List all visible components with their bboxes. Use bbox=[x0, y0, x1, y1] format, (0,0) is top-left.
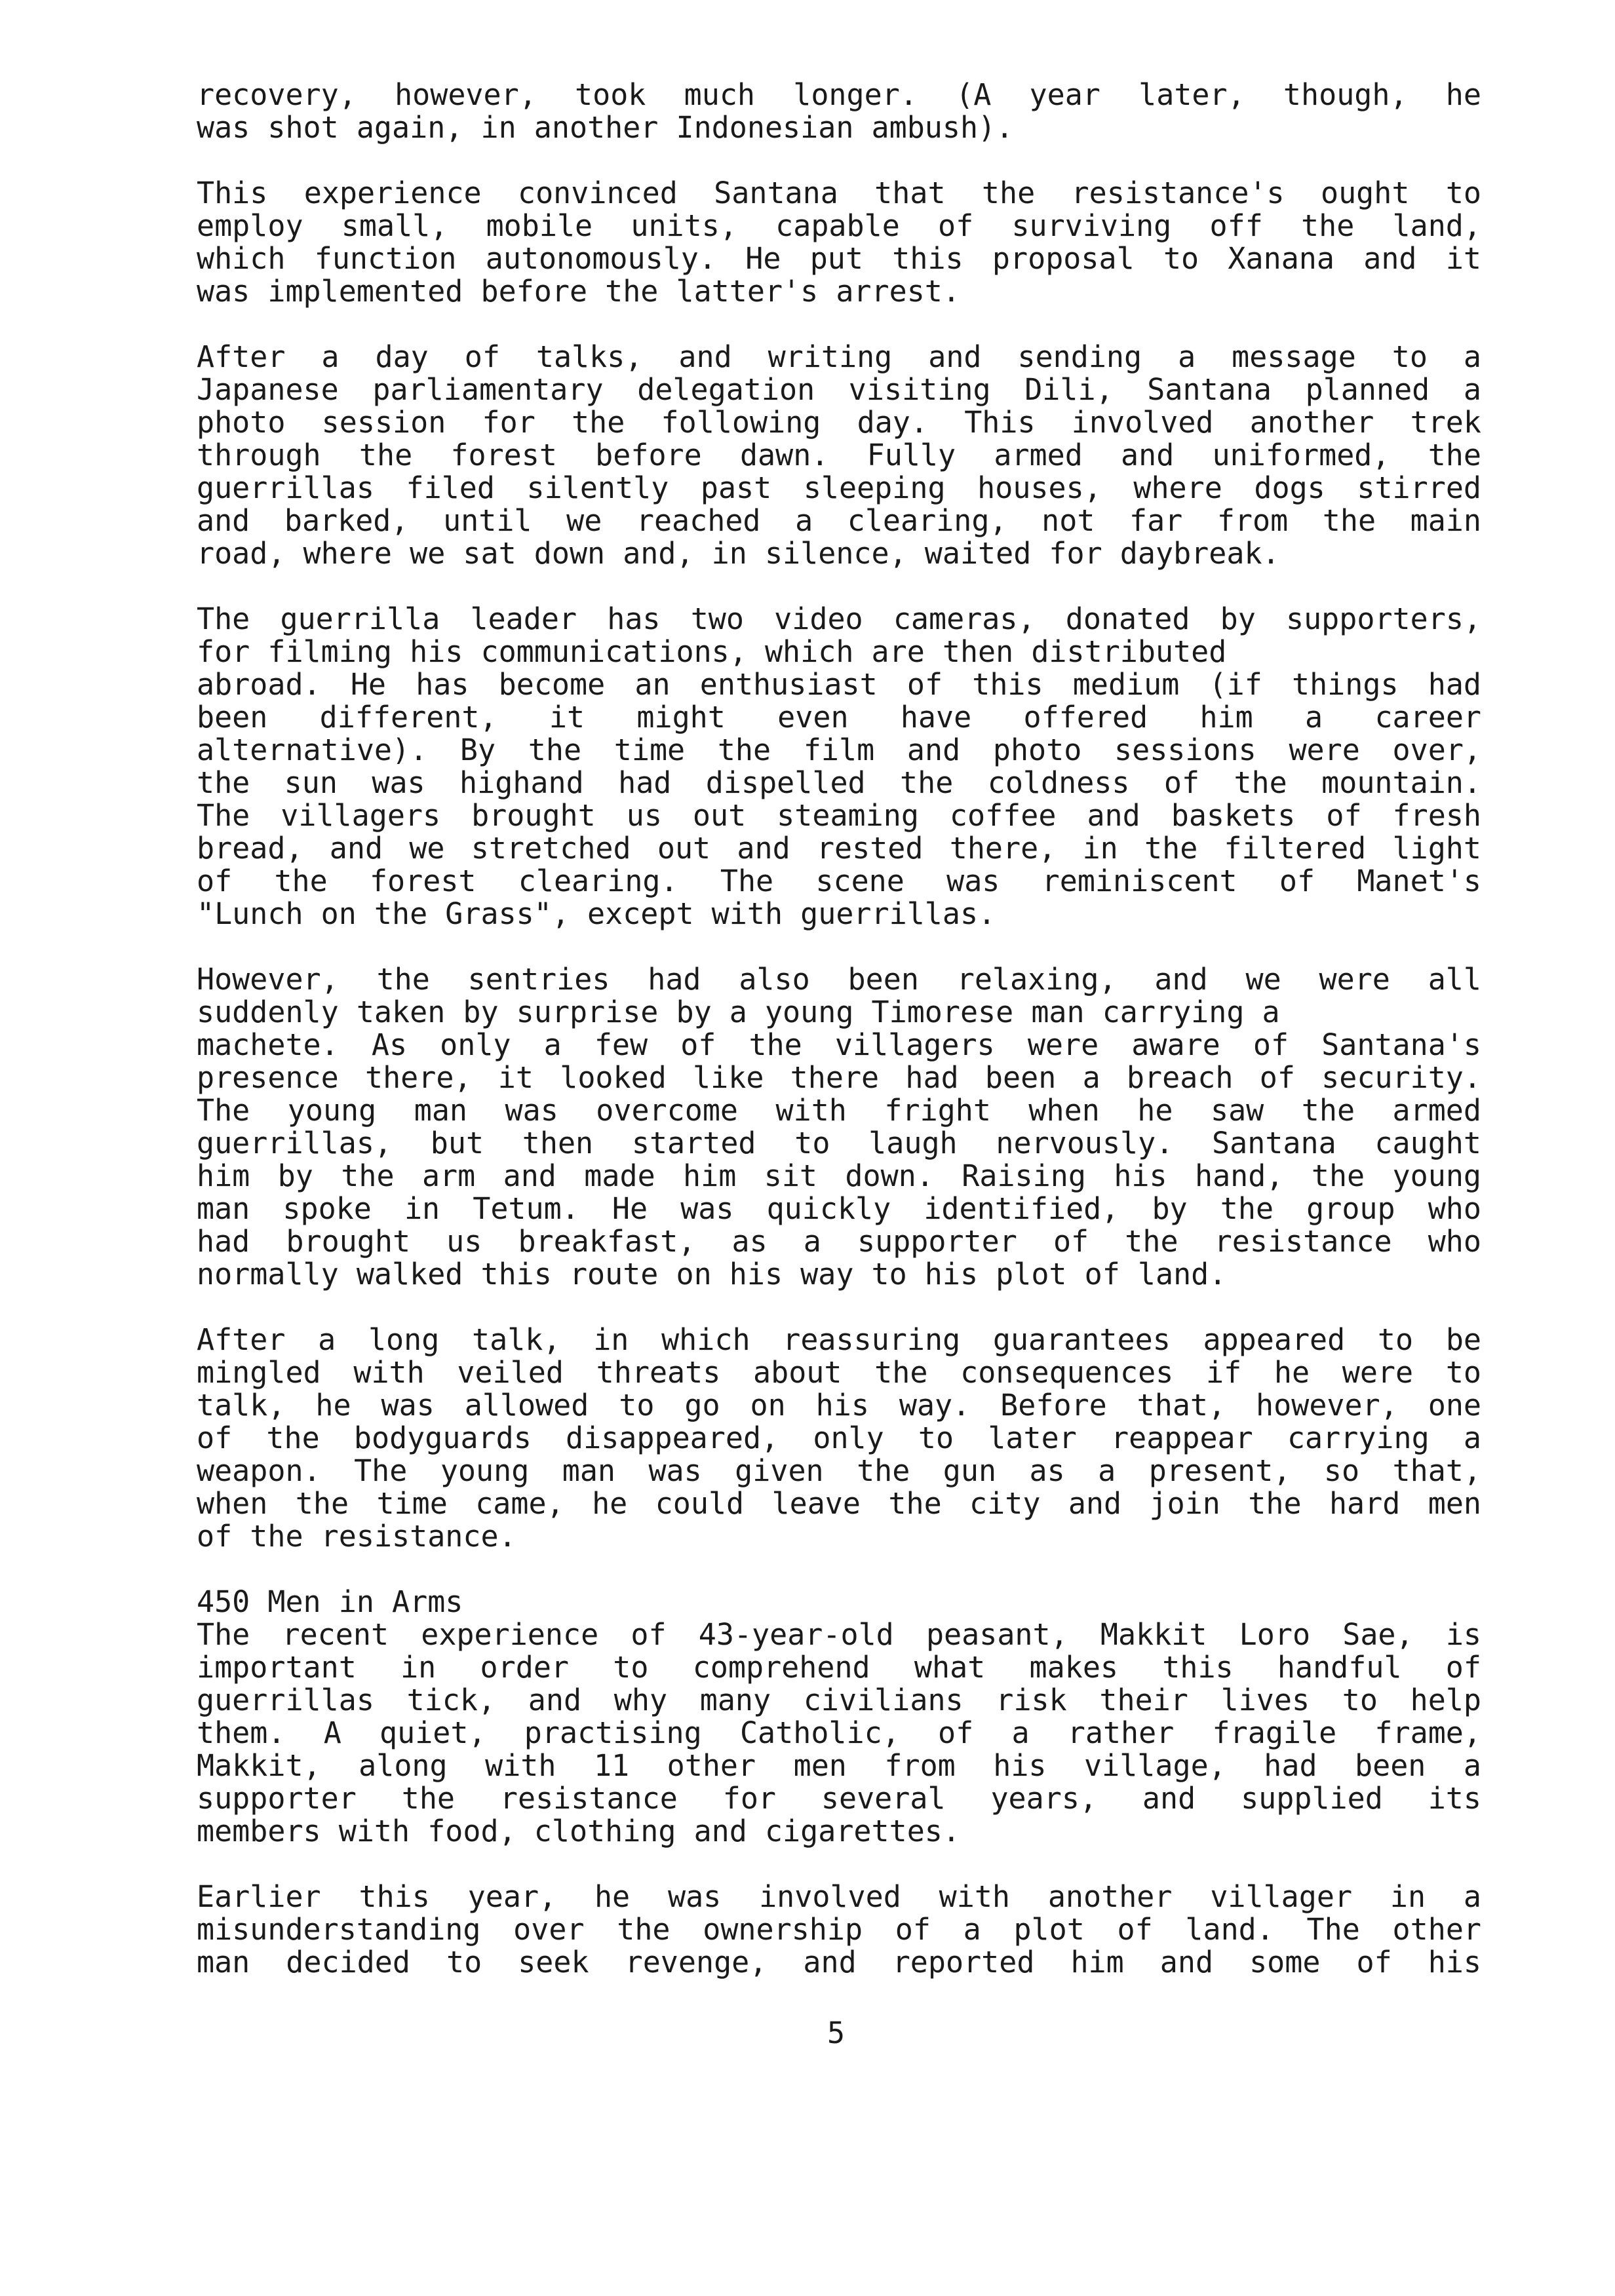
text-line: guerrillas filed silently past sleeping houses, where dogs stirred bbox=[197, 470, 1481, 505]
text-line: of the forest clearing. The scene was reminiscent of Manet's bbox=[197, 864, 1481, 898]
paragraph bbox=[197, 341, 1481, 570]
paragraph bbox=[197, 603, 1481, 930]
text-line: members with food, clothing and cigarettes. bbox=[197, 1814, 960, 1848]
text-line: "Lunch on the Grass", except with guerrillas. bbox=[197, 896, 996, 931]
text-line: of the resistance. bbox=[197, 1519, 516, 1554]
text-line: suddenly taken by surprise by a young Timorese man carrying a bbox=[197, 995, 1280, 1029]
text-line: After a long talk, in which reassuring guarantees appeared to be bbox=[197, 1322, 1481, 1357]
paragraph bbox=[197, 1881, 1481, 1979]
text-line: normally walked this route on his way to his plot of land. bbox=[197, 1257, 1227, 1292]
paragraph bbox=[197, 1586, 1481, 1848]
paragraph bbox=[197, 79, 1481, 144]
text-line: was implemented before the latter's arrest. bbox=[197, 274, 960, 309]
text-line: photo session for the following day. This involved another trek bbox=[197, 405, 1481, 440]
text-line: road, where we sat down and, in silence, waited for daybreak. bbox=[197, 536, 1280, 571]
text-line: This experience convinced Santana that the resistance's ought to bbox=[197, 176, 1481, 210]
text-line: abroad. He has become an enthusiast of this medium (if things had bbox=[197, 667, 1481, 702]
text-line: The young man was overcome with fright when he saw the armed bbox=[197, 1093, 1481, 1128]
paragraph bbox=[197, 1324, 1481, 1553]
text-line: misunderstanding over the ownership of a plot of land. The other bbox=[197, 1912, 1481, 1947]
text-line: guerrillas tick, and why many civilians risk their lives to help bbox=[197, 1683, 1481, 1717]
text-line: The villagers brought us out steaming coffee and baskets of fresh bbox=[197, 798, 1481, 833]
text-line: had brought us breakfast, as a supporter of the resistance who bbox=[197, 1224, 1481, 1259]
text-line: supporter the resistance for several years, and supplied its bbox=[197, 1781, 1481, 1816]
text-line: and barked, until we reached a clearing, not far from the main bbox=[197, 503, 1481, 538]
text-line: important in order to comprehend what makes this handful of bbox=[197, 1650, 1481, 1685]
text-line: mingled with veiled threats about the consequences if he were to bbox=[197, 1355, 1481, 1390]
text-line: The recent experience of 43-year-old peasant, Makkit Loro Sae, is bbox=[197, 1617, 1481, 1652]
text-line: man spoke in Tetum. He was quickly identified, by the group who bbox=[197, 1191, 1481, 1226]
text-line: them. A quiet, practising Catholic, of a rather fragile frame, bbox=[197, 1715, 1481, 1750]
text-line: when the time came, he could leave the city and join the hard men bbox=[197, 1486, 1481, 1521]
text-line: The guerrilla leader has two video cameras, donated by supporters, bbox=[197, 602, 1481, 636]
paragraph bbox=[197, 963, 1481, 1291]
text-line: Japanese parliamentary delegation visiting Dili, Santana planned a bbox=[197, 372, 1481, 407]
text-line: employ small, mobile units, capable of surviving off the land, bbox=[197, 208, 1481, 243]
text-line: After a day of talks, and writing and sending a message to a bbox=[197, 339, 1481, 374]
text-line: weapon. The young man was given the gun as a present, so that, bbox=[197, 1453, 1481, 1488]
text-line: alternative). By the time the film and photo sessions were over, bbox=[197, 733, 1481, 767]
text-line: machete. As only a few of the villagers were aware of Santana's bbox=[197, 1027, 1481, 1062]
text-line: through the forest before dawn. Fully armed and uniformed, the bbox=[197, 438, 1481, 472]
text-line: recovery, however, took much longer. (A year later, though, he bbox=[197, 77, 1481, 112]
text-line: was shot again, in another Indonesian ambush). bbox=[197, 110, 1014, 145]
text-line: However, the sentries had also been relaxing, and we were all bbox=[197, 962, 1481, 997]
text-line: presence there, it looked like there had been a breach of security. bbox=[197, 1060, 1481, 1095]
text-line: him by the arm and made him sit down. Raising his hand, the young bbox=[197, 1158, 1481, 1193]
section-heading: 450 Men in Arms bbox=[197, 1584, 463, 1619]
page-number: 5 bbox=[827, 2016, 846, 2050]
text-line: guerrillas, but then started to laugh nervously. Santana caught bbox=[197, 1126, 1481, 1160]
text-line: bread, and we stretched out and rested there, in the filtered light bbox=[197, 831, 1481, 866]
body-text bbox=[197, 79, 1481, 1979]
text-line: for filming his communications, which are then distributed bbox=[197, 634, 1227, 669]
text-line: of the bodyguards disappeared, only to later reappear carrying a bbox=[197, 1421, 1481, 1455]
text-line: Earlier this year, he was involved with another villager in a bbox=[197, 1879, 1481, 1914]
text-line: Makkit, along with 11 other men from his village, had been a bbox=[197, 1748, 1481, 1783]
text-line: man decided to seek revenge, and reported him and some of his bbox=[197, 1945, 1481, 1980]
text-line: been different, it might even have offered him a career bbox=[197, 700, 1481, 735]
paragraph bbox=[197, 177, 1481, 308]
text-line: which function autonomously. He put this proposal to Xanana and it bbox=[197, 241, 1481, 276]
text-line: talk, he was allowed to go on his way. Before that, however, one bbox=[197, 1388, 1481, 1423]
text-line: the sun was highand had dispelled the coldness of the mountain. bbox=[197, 765, 1481, 800]
